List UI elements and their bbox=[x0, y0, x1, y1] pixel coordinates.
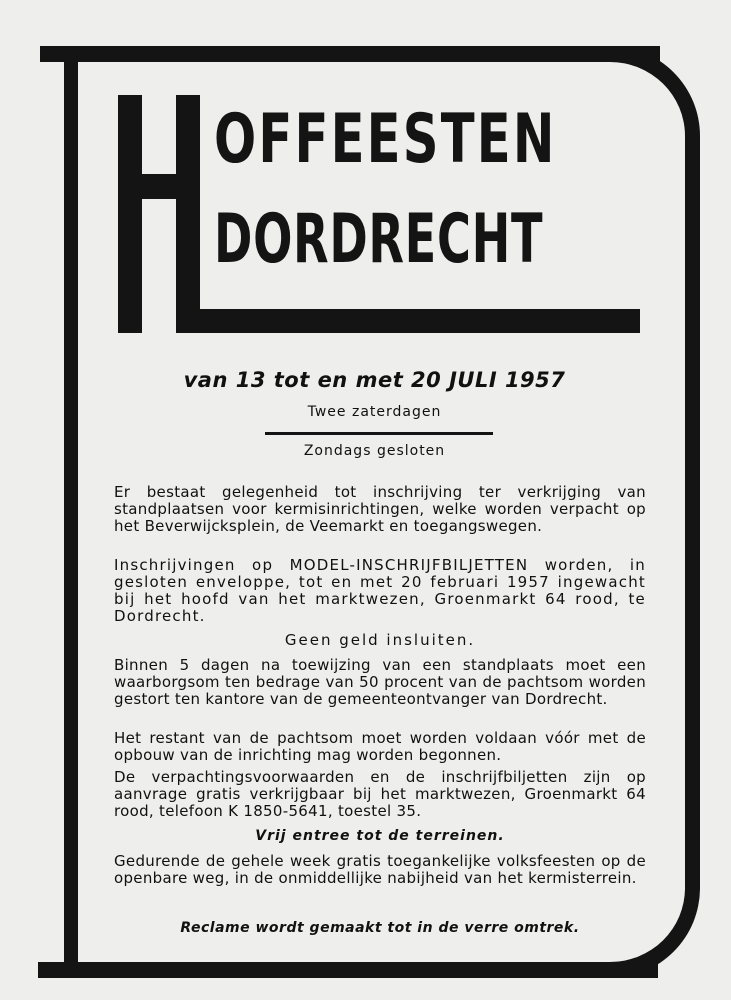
frame-right-bar bbox=[685, 160, 700, 880]
frame-top-right-corner bbox=[600, 46, 700, 166]
title-line-1: OFFEESTEN bbox=[214, 100, 557, 179]
frame-bottom-bar bbox=[38, 962, 658, 978]
divider-rule bbox=[265, 432, 493, 435]
paragraph-forms: Inschrijvingen op MODEL-INSCHRIJFBILJETTEN worden, in gesloten enveloppe, tot en met 20 februari 1957 ingewacht bij het hoofd van het marktwezen, Groenmarkt 64 rood, te Dordrecht. bbox=[114, 556, 646, 625]
subtitle-sundays: Zondags gesloten bbox=[303, 443, 446, 459]
subtitle-saturdays: Twee zaterdagen bbox=[307, 404, 442, 420]
frame-top-bar bbox=[40, 46, 660, 62]
initial-h-right-stroke bbox=[176, 95, 200, 333]
paragraph-remainder: Het restant van de pachtsom moet worden voldaan vóór met de opbouw van de inrichting mag worden begonnen. bbox=[114, 729, 646, 764]
initial-h-left-stroke bbox=[118, 95, 142, 333]
notice-advertising: Reclame wordt gemaakt tot in de verre omtrek. bbox=[180, 920, 580, 936]
notice-no-money: Geen geld insluiten. bbox=[284, 631, 476, 649]
paragraph-registration: Er bestaat gelegenheid tot inschrijving ter verkrijging van standplaatsen voor kermisinrichtingen, welke worden verpacht op het Beverwijcksplein, de Veemarkt en toegangswegen. bbox=[114, 483, 646, 535]
paragraph-deposit: Binnen 5 dagen na toewijzing van een standplaats moet een waarborgsom ten bedrage van 50 procent van de pachtsom worden gestort ten kantore van de gemeenteontvanger van Dordrecht. bbox=[114, 656, 646, 708]
paragraph-festivities: Gedurende de gehele week gratis toegankelijke volksfeesten op de openbare weg, in de onmiddellijke nabijheid van het kermisterrein. bbox=[114, 852, 646, 887]
paragraph-conditions: De verpachtingsvoorwaarden en de inschrijfbiljetten zijn op aanvrage gratis verkrijgbaar bij het marktwezen, Groenmarkt 64 rood, telefoon K 1850-5641, toestel 35. bbox=[114, 768, 646, 820]
title-line-2: DORDRECHT bbox=[214, 200, 544, 279]
date-line: van 13 tot en met 20 JULI 1957 bbox=[183, 368, 566, 392]
notice-free-entry: Vrij entree tot de terreinen. bbox=[255, 828, 505, 844]
frame-left-bar bbox=[64, 62, 78, 962]
title-underline-bar bbox=[176, 309, 640, 333]
